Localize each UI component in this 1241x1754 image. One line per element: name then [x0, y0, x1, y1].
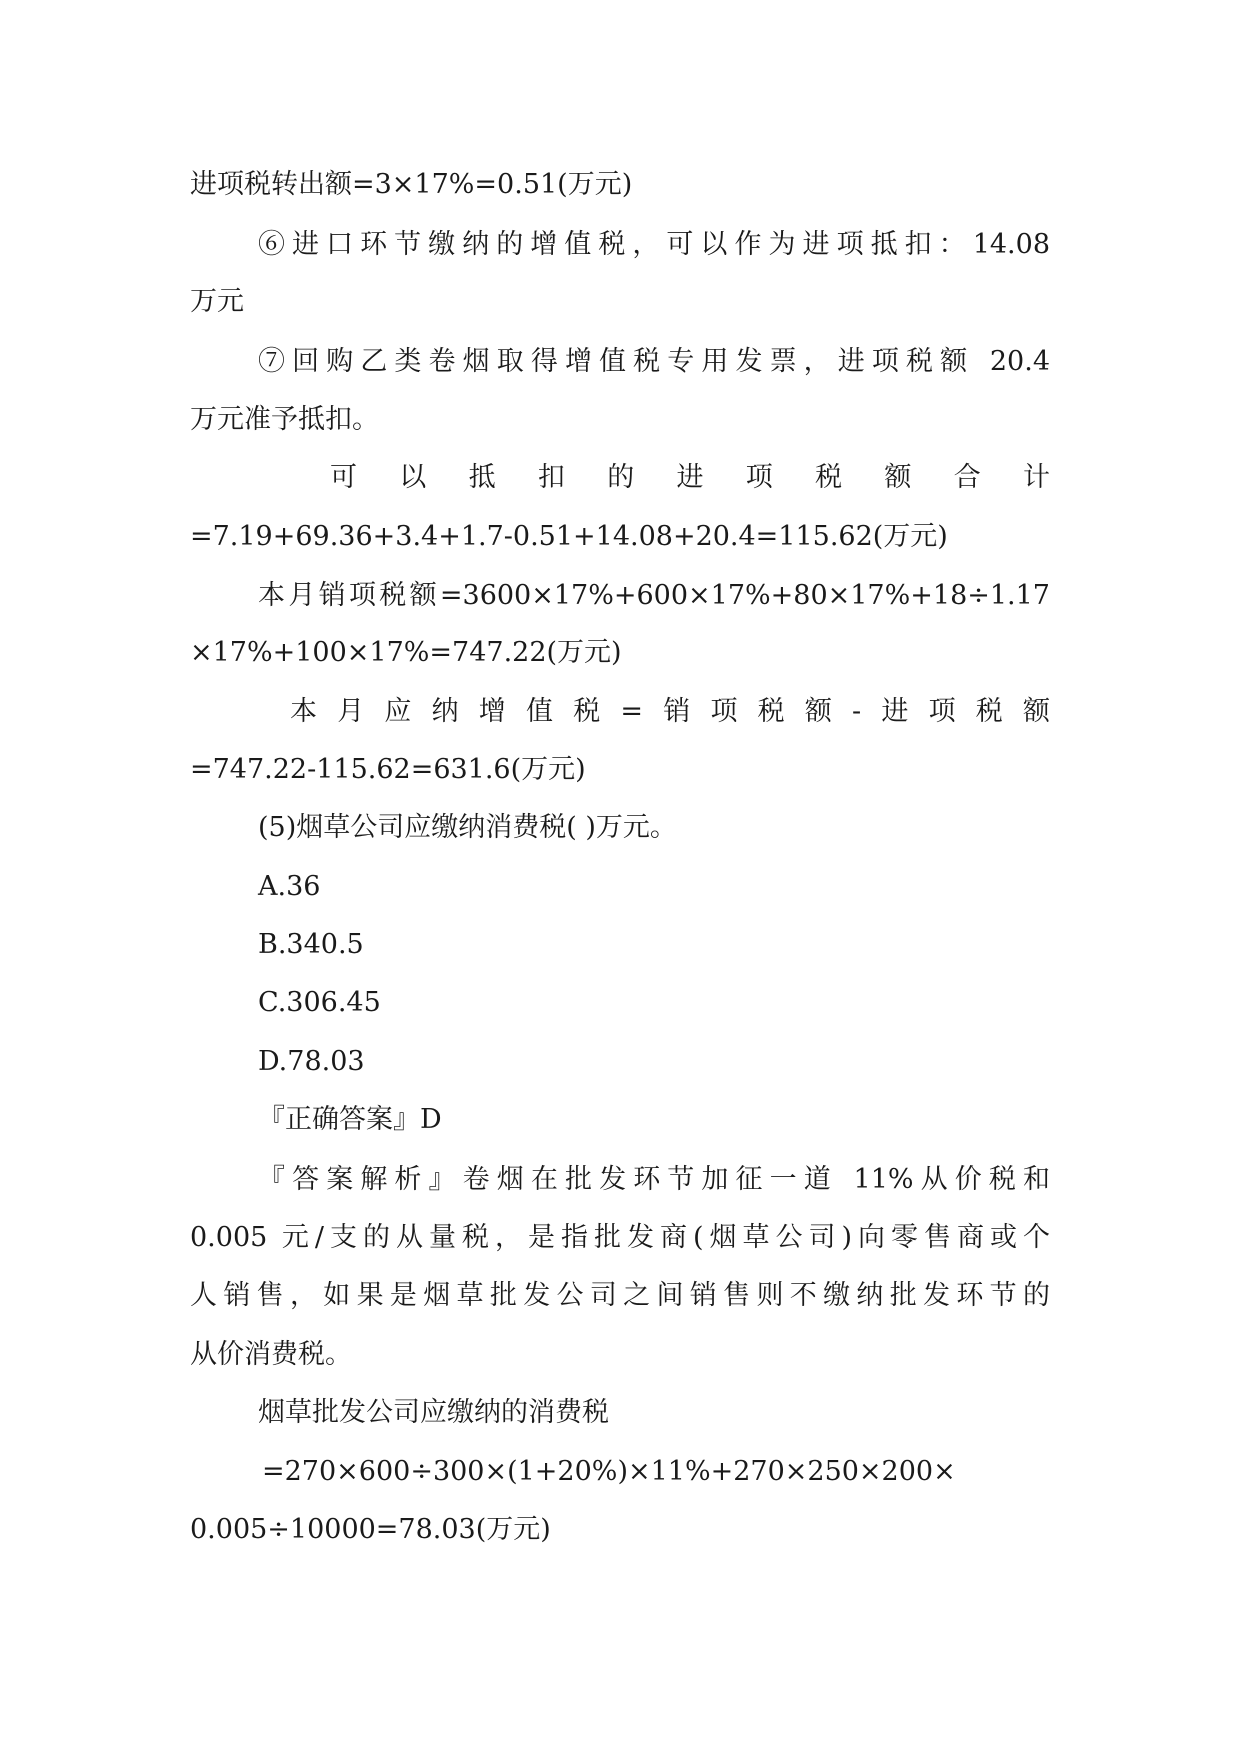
item6-line-1: ⑥进口环节缴纳的增值税，可以作为进项抵扣：14.08	[258, 229, 1050, 260]
analysis-line-3: 人销售，如果是烟草批发公司之间销售则不缴纳批发环节的	[190, 1280, 1050, 1311]
vat-payable-label: 本月应纳增值税=销项税额-进项税额	[290, 696, 1050, 727]
option-d: D.78.03	[258, 1046, 365, 1077]
option-a: A.36	[258, 871, 321, 902]
consumption-tax-calc-line-1: =270×600÷300×(1+20%)×11%+270×250×200×	[262, 1456, 956, 1487]
correct-answer: 『正确答案』D	[258, 1104, 442, 1135]
output-tax-line-1: 本月销项税额=3600×17%+600×17%+80×17%+18÷1.17	[258, 580, 1050, 611]
item6-line-2: 万元	[190, 286, 244, 317]
deductible-total-label: 可以抵扣的进项税额合计	[330, 462, 1050, 493]
output-tax-line-2: ×17%+100×17%=747.22(万元)	[190, 637, 622, 668]
item7-line-1: ⑦回购乙类卷烟取得增值税专用发票，进项税额 20.4	[258, 346, 1050, 377]
item7-line-2: 万元准予抵扣。	[190, 404, 379, 435]
option-c: C.306.45	[258, 987, 381, 1018]
analysis-line-1: 『答案解析』卷烟在批发环节加征一道 11%从价税和	[258, 1164, 1050, 1195]
analysis-line-2: 0.005 元/支的从量税，是指批发商(烟草公司)向零售商或个	[190, 1222, 1050, 1253]
vat-payable-formula: =747.22-115.62=631.6(万元)	[190, 754, 586, 785]
consumption-tax-calc-title: 烟草批发公司应缴纳的消费税	[258, 1397, 609, 1428]
option-b: B.340.5	[258, 929, 364, 960]
analysis-line-4: 从价消费税。	[190, 1339, 352, 1370]
deductible-total-formula: =7.19+69.36+3.4+1.7-0.51+14.08+20.4=115.62(万元)	[190, 521, 948, 552]
input-tax-transfer-out-line: 进项税转出额=3×17%=0.51(万元)	[190, 169, 633, 200]
consumption-tax-calc-line-2: 0.005÷10000=78.03(万元)	[190, 1514, 551, 1545]
question-stem: (5)烟草公司应缴纳消费税( )万元。	[258, 812, 677, 843]
